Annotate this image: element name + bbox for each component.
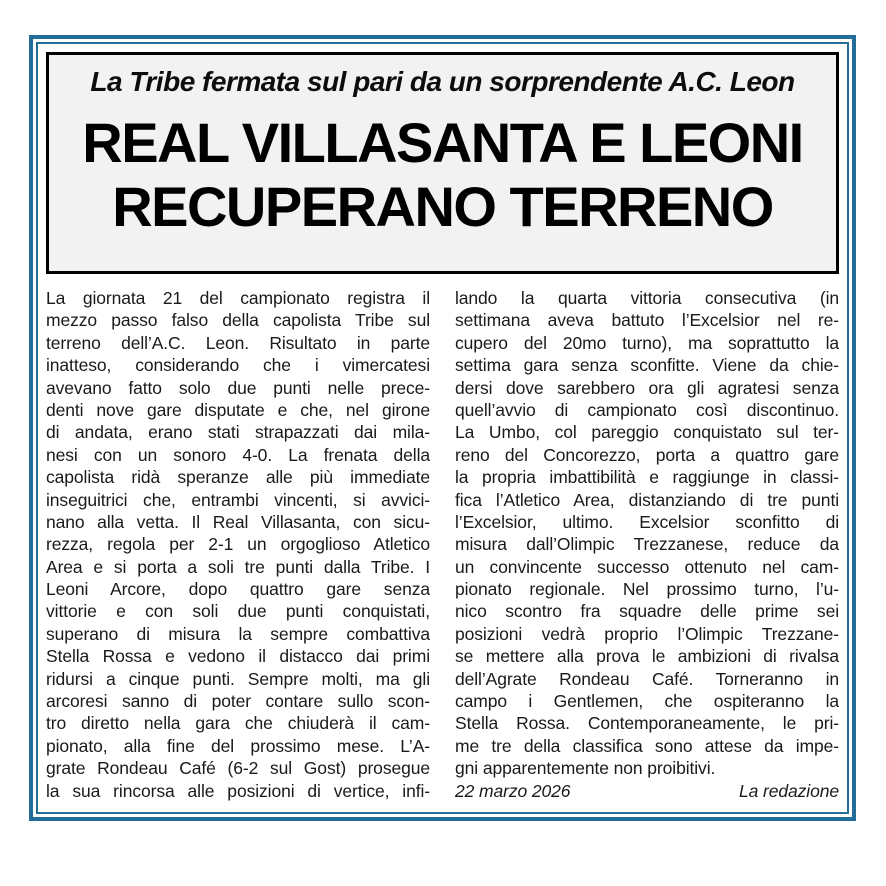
article-line: settimana aveva battuto l’Excelsior nel re- bbox=[455, 310, 839, 331]
article-line: un convincente successo ottenuto nel cam- bbox=[455, 556, 839, 577]
article-line: Stella Rossa e vedono il distacco dai primi bbox=[46, 646, 430, 667]
signature-row bbox=[455, 780, 839, 802]
article-line: pionato, alla fine del prossimo mese. L’A- bbox=[46, 735, 430, 756]
article-line: misura dall’Olimpic Trezzanese, reduce da bbox=[455, 534, 839, 555]
article-line: l’Excelsior, ultimo. Excelsior sconfitto di bbox=[455, 511, 839, 532]
headline bbox=[59, 111, 826, 239]
article-line: dersi dove sarebbero ora gli agratesi senza bbox=[455, 377, 839, 398]
article-line: denti nove gare disputate e che, nel girone bbox=[46, 399, 430, 420]
article-line: La giornata 21 del campionato registra il bbox=[46, 288, 430, 308]
article-line: arcoresi sanno di poter contare sullo scon- bbox=[46, 691, 430, 712]
article-line: vittorie e con soli due punti conquistati, bbox=[46, 601, 430, 622]
article-line: pionato regionale. Nel prossimo turno, l’u- bbox=[455, 579, 839, 600]
article-line: gni apparentemente non proibitivi. bbox=[455, 758, 716, 779]
article-line: posizioni vedrà proprio l’Olimpic Trezzane- bbox=[455, 623, 839, 644]
article-line: mezzo passo falso della capolista Tribe sul bbox=[46, 310, 430, 331]
article-column-right bbox=[455, 287, 839, 802]
article-line: di andata, erano stati strapazzati dai mila- bbox=[46, 422, 430, 443]
article-body bbox=[46, 287, 839, 802]
page-frame-outer bbox=[29, 35, 856, 821]
article-line: Area e si porta a soli tre punti dalla Tribe. I bbox=[46, 556, 430, 577]
page-frame-inner bbox=[36, 42, 849, 814]
article-line: terreno dell’A.C. Leon. Risultato in parte bbox=[46, 332, 430, 353]
article-line: Leoni Arcore, dopo quattro gare senza bbox=[46, 579, 430, 600]
article-line: quell’avvio di campionato così discontinuo. bbox=[455, 399, 839, 420]
article-line: la propria imbattibilità e raggiunge in classi- bbox=[455, 467, 839, 488]
article-line: La Umbo, col pareggio conquistato sul ter- bbox=[455, 422, 839, 443]
article-line: grate Rondeau Café (6-2 sul Gost) prosegue bbox=[46, 758, 430, 779]
article-column-right-text bbox=[455, 287, 839, 780]
article-line: tro diretto nella gara che chiuderà il cam- bbox=[46, 713, 430, 734]
article-line: rezza, regola per 2-1 un orgoglioso Atletico bbox=[46, 534, 430, 555]
article-column-left bbox=[46, 287, 430, 802]
article-line: me tre della classifica sono attese da impe- bbox=[455, 735, 839, 756]
article-line: cupero del 20mo turno), ma soprattutto la bbox=[455, 332, 839, 353]
article-line: capolista ridà speranze alle più immediate bbox=[46, 467, 430, 488]
article-line: reno del Concorezzo, porta a quattro gare bbox=[455, 444, 839, 465]
headline-line-1: REAL VILLASANTA E LEONI bbox=[82, 111, 803, 174]
article-date: 22 marzo 2026 bbox=[455, 780, 571, 801]
article-line: nesi con un sonoro 4-0. La frenata della bbox=[46, 444, 430, 465]
article-line: nano alla vetta. Il Real Villasanta, con sicu- bbox=[46, 511, 430, 532]
article-line: la sua rincorsa alle posizioni di vertice, infi- bbox=[46, 780, 430, 801]
article-line: superano di misura la sempre combattiva bbox=[46, 623, 430, 644]
article-line: settima gara senza sconfitte. Viene da chie- bbox=[455, 355, 839, 376]
article-line: dell’Agrate Rondeau Café. Torneranno in bbox=[455, 668, 839, 689]
article-line: lando la quarta vittoria consecutiva (in bbox=[455, 288, 839, 308]
article-byline: La redazione bbox=[739, 780, 839, 801]
article-line: campo i Gentlemen, che ospiteranno la bbox=[455, 691, 839, 712]
article-line: avevano fatto solo due punti nelle prece- bbox=[46, 377, 430, 398]
kicker-subtitle: La Tribe fermata sul pari da un sorprendente A.C. Leon bbox=[90, 66, 795, 97]
headline-line-2: RECUPERANO TERRENO bbox=[112, 175, 773, 238]
article-line: se mettere alla prova le ambizioni di rivalsa bbox=[455, 646, 839, 667]
article-line: Stella Rossa. Contemporaneamente, le pri- bbox=[455, 713, 839, 734]
article-line: ridursi a cinque punti. Sempre molti, ma gli bbox=[46, 668, 430, 689]
article-line: nico scontro fra squadre delle prime sei bbox=[455, 601, 839, 622]
headline-box bbox=[46, 52, 839, 274]
article-line: inatteso, considerando che i vimercatesi bbox=[46, 355, 430, 376]
article-line: inseguitrici che, entrambi vincenti, si avvici- bbox=[46, 489, 430, 510]
article-line: fica l’Atletico Area, distanziando di tre punti bbox=[455, 489, 839, 510]
